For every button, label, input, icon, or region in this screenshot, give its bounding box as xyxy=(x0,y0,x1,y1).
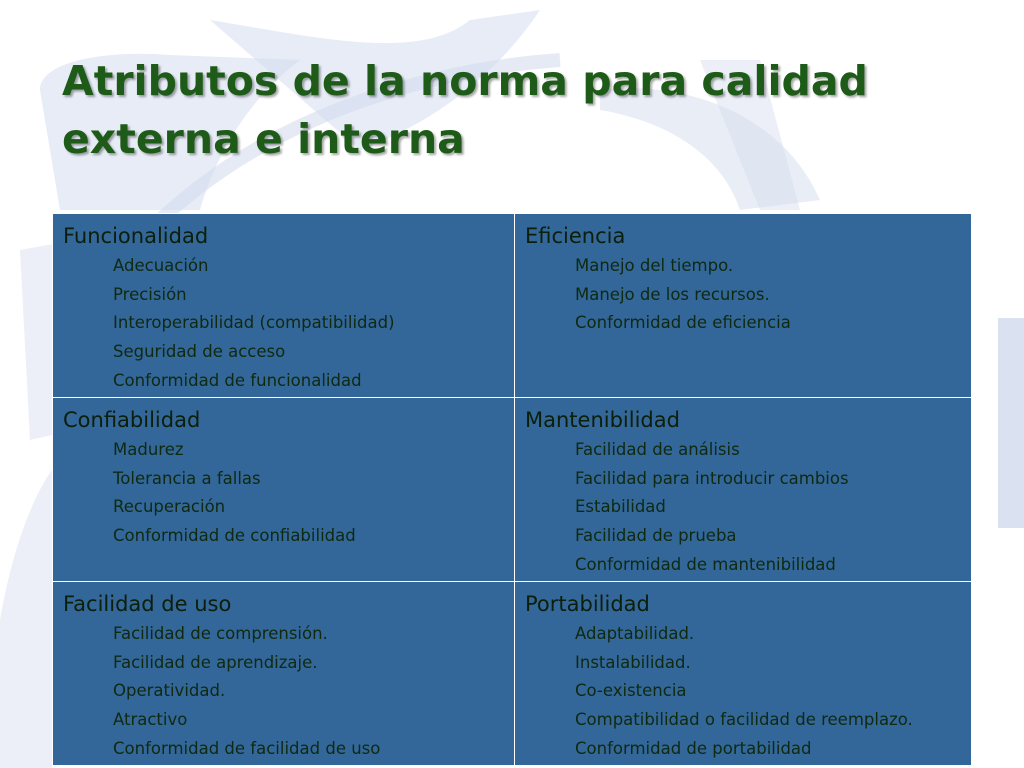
list-item: Madurez xyxy=(113,440,184,459)
list-item: Tolerancia a fallas xyxy=(113,468,261,488)
cell-item-list xyxy=(63,436,504,551)
list-item: Facilidad de aprendizaje. xyxy=(113,652,318,672)
cell-item-list xyxy=(525,620,961,764)
list-item: Conformidad de funcionalidad xyxy=(113,370,362,390)
cell-heading: Funcionalidad xyxy=(63,224,209,248)
table-cell-eficiencia xyxy=(515,214,972,398)
list-item: Manejo de los recursos. xyxy=(575,284,770,304)
table-row xyxy=(53,398,972,582)
list-item: Conformidad de portabilidad xyxy=(575,738,812,758)
cell-item-list xyxy=(63,620,504,764)
list-item: Co-existencia xyxy=(575,681,687,701)
list-item: Facilidad para introducir cambios xyxy=(575,468,849,488)
table-row xyxy=(53,582,972,766)
list-item: Facilidad de prueba xyxy=(575,526,737,546)
list-item: Facilidad de comprensión. xyxy=(113,624,328,643)
list-item: Instalabilidad. xyxy=(575,652,691,672)
table-cell-mantenibilidad xyxy=(515,398,972,582)
attributes-table xyxy=(52,213,972,766)
slide-title xyxy=(62,52,962,168)
list-item: Conformidad de eficiencia xyxy=(575,313,791,333)
cell-item-list xyxy=(525,436,961,580)
cell-heading: Eficiencia xyxy=(525,224,626,248)
table-cell-portabilidad xyxy=(515,582,972,766)
list-item: Estabilidad xyxy=(575,497,666,517)
slide-title-line-1: Atributos de la norma para calidad xyxy=(62,57,868,105)
table-cell-facilidad-de-uso xyxy=(53,582,515,766)
list-item: Adaptabilidad. xyxy=(575,624,695,643)
cell-item-list xyxy=(63,252,504,396)
list-item: Seguridad de acceso xyxy=(113,342,286,362)
list-item: Atractivo xyxy=(113,710,188,730)
list-item: Compatibilidad o facilidad de reemplazo. xyxy=(575,710,913,730)
slide-title-line-2: externa e interna xyxy=(62,115,465,163)
list-item: Adecuación xyxy=(113,256,209,275)
list-item: Conformidad de facilidad de uso xyxy=(113,738,381,758)
table-cell-confiabilidad xyxy=(53,398,515,582)
cell-heading: Mantenibilidad xyxy=(525,408,680,432)
list-item: Recuperación xyxy=(113,497,226,517)
cell-heading: Portabilidad xyxy=(525,592,650,616)
cell-heading: Confiabilidad xyxy=(63,408,201,432)
list-item: Conformidad de confiabilidad xyxy=(113,526,356,546)
cell-heading: Facilidad de uso xyxy=(63,592,232,616)
list-item: Operatividad. xyxy=(113,681,226,701)
list-item: Manejo del tiempo. xyxy=(575,256,734,275)
list-item: Precisión xyxy=(113,284,187,304)
table-cell-funcionalidad xyxy=(53,214,515,398)
list-item: Facilidad de análisis xyxy=(575,440,740,459)
list-item: Interoperabilidad (compatibilidad) xyxy=(113,313,395,333)
list-item: Conformidad de mantenibilidad xyxy=(575,554,836,574)
table-row xyxy=(53,214,972,398)
cell-item-list xyxy=(525,252,961,338)
